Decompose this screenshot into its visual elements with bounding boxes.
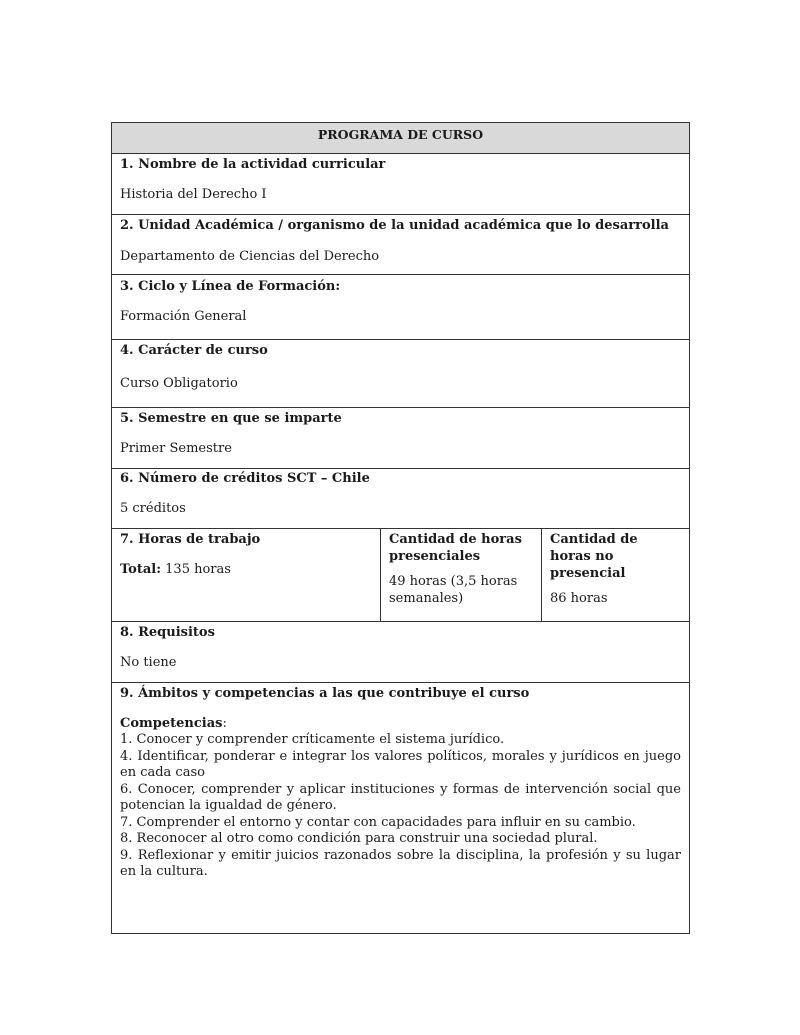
- total-label: Total:: [120, 562, 162, 577]
- list-item: 4. Identificar, ponderar e integrar los valores políticos, morales y jurídicos en juego en cada caso: [120, 748, 681, 780]
- section-value: Curso Obligatorio: [120, 376, 238, 391]
- section-work-hours: [112, 529, 689, 622]
- section-value: Primer Semestre: [120, 441, 232, 456]
- work-hours-total-cell: [112, 529, 381, 621]
- list-item: 7. Comprender el entorno y contar con capacidades para influir en su cambio.: [120, 814, 636, 830]
- section-course-character: [112, 340, 689, 408]
- section-label: 8. Requisitos: [120, 625, 215, 640]
- competencies-label: Competencias: [120, 716, 223, 731]
- section-value: No tiene: [120, 655, 177, 670]
- total-hours: [120, 561, 372, 578]
- section-academic-unit: [112, 215, 689, 275]
- presencial-label: Cantidad de horas presenciales: [389, 532, 522, 564]
- section-formation-line: [112, 275, 689, 340]
- form-title: PROGRAMA DE CURSO: [317, 127, 484, 142]
- section-course-name: [112, 154, 689, 215]
- total-value: 135 horas: [161, 562, 231, 577]
- section-label: 1. Nombre de la actividad curricular: [120, 157, 386, 172]
- form-title-row: [112, 123, 689, 154]
- section-label: 9. Ámbitos y competencias a las que contribuye el curso: [120, 686, 530, 701]
- course-program-form: [111, 122, 690, 934]
- section-requirements: [112, 622, 689, 683]
- section-value: Historia del Derecho I: [120, 187, 267, 202]
- presencial-hours-cell: [381, 529, 542, 621]
- section-label: 2. Unidad Académica / organismo de la unidad académica que lo desarrolla: [120, 218, 669, 233]
- competencies-heading: [120, 715, 681, 732]
- section-value: Departamento de Ciencias del Derecho: [120, 249, 380, 264]
- list-item: 9. Reflexionar y emitir juicios razonados sobre la disciplina, la profesión y su lugar en la cultura.: [120, 847, 681, 879]
- list-item: 8. Reconocer al otro como condición para construir una sociedad plural.: [120, 831, 598, 846]
- section-value: 5 créditos: [120, 501, 186, 516]
- section-label: 7. Horas de trabajo: [120, 532, 261, 547]
- no-presencial-label: Cantidad de horas no presencial: [550, 532, 638, 581]
- list-item: 6. Conocer, comprender y aplicar instituciones y formas de intervención social que potencian la igualdad de género.: [120, 781, 681, 813]
- section-credits: [112, 469, 689, 529]
- no-presencial-hours-cell: [542, 529, 689, 621]
- list-item: 1. Conocer y comprender críticamente el sistema jurídico.: [120, 732, 505, 747]
- section-value: Formación General: [120, 309, 247, 324]
- section-label: 3. Ciclo y Línea de Formación:: [120, 279, 341, 294]
- competencies-colon: :: [222, 716, 227, 731]
- section-label: 5. Semestre en que se imparte: [120, 411, 342, 426]
- competencies-list: [120, 732, 681, 881]
- no-presencial-value: 86 horas: [550, 591, 608, 606]
- section-label: 6. Número de créditos SCT – Chile: [120, 471, 370, 486]
- section-semester: [112, 408, 689, 469]
- section-label: 4. Carácter de curso: [120, 343, 268, 358]
- section-competencies: [112, 683, 689, 933]
- presencial-value: 49 horas (3,5 horas semanales): [389, 574, 518, 606]
